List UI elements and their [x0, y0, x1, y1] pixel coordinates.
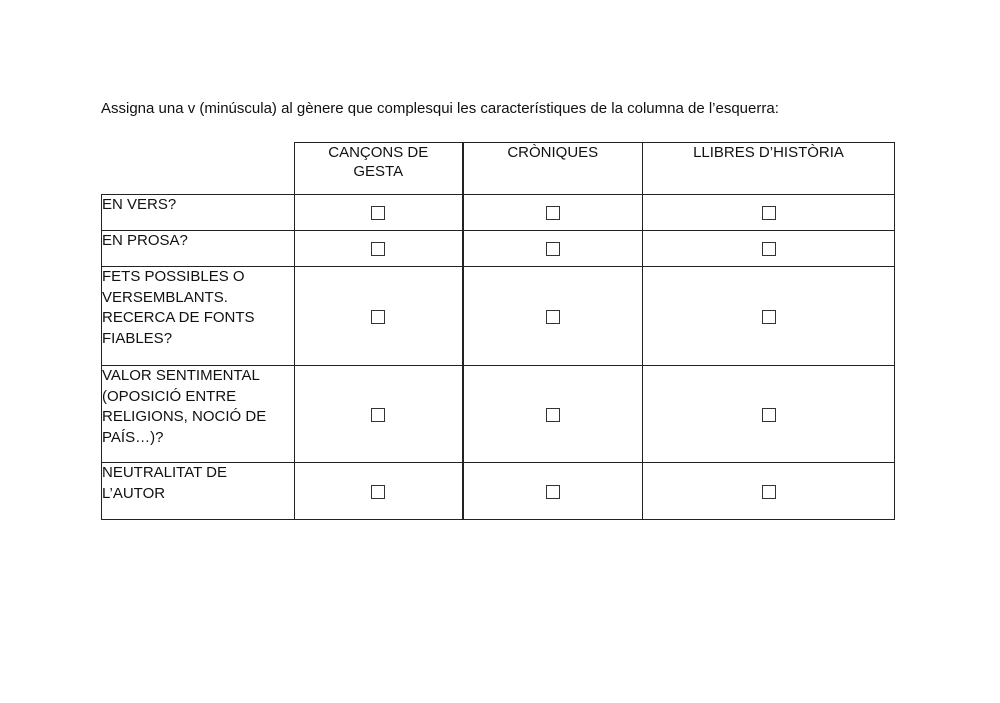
checkbox[interactable]: [762, 408, 776, 422]
checkbox[interactable]: [762, 485, 776, 499]
checkbox[interactable]: [371, 310, 385, 324]
checkbox[interactable]: [371, 408, 385, 422]
cell-neutralitat-cancons: [295, 463, 463, 520]
checkbox[interactable]: [546, 206, 560, 220]
column-header-line: CANÇONS DE: [328, 144, 429, 161]
row-label-line: PAÍS…)?: [102, 428, 164, 446]
cell-en-vers-llibres: [643, 195, 895, 231]
checkbox[interactable]: [371, 485, 385, 499]
cell-valor-sentimental-llibres: [643, 366, 895, 463]
cell-fets-possibles-cancons: [295, 267, 463, 366]
row-label-valor-sentimental: [102, 366, 295, 463]
checkbox[interactable]: [546, 408, 560, 422]
checkbox[interactable]: [762, 310, 776, 324]
row-label-neutralitat: [102, 463, 295, 520]
checkbox[interactable]: [371, 242, 385, 256]
checkbox[interactable]: [762, 206, 776, 220]
table-row: [102, 267, 895, 366]
row-label-fets-possibles: [102, 267, 295, 366]
cell-fets-possibles-llibres: [643, 267, 895, 366]
instruction-text: Assigna una v (minúscula) al gènere que complesqui les característiques de la columna de l’esquerra:: [101, 100, 779, 117]
cell-en-prosa-cancons: [295, 231, 463, 267]
checkbox[interactable]: [371, 206, 385, 220]
header-row: [102, 143, 895, 195]
row-label-line: EN VERS?: [102, 196, 177, 213]
checkbox[interactable]: [762, 242, 776, 256]
corner-cell: [102, 143, 295, 195]
row-label-line: VERSEMBLANTS.: [102, 288, 228, 306]
table-row: [102, 366, 895, 463]
cell-fets-possibles-croniques: [463, 267, 643, 366]
cell-en-prosa-croniques: [463, 231, 643, 267]
row-label-line: NEUTRALITAT DE: [102, 464, 228, 481]
row-label-line: (OPOSICIÓ ENTRE: [102, 387, 237, 405]
cell-valor-sentimental-croniques: [463, 366, 643, 463]
column-header-line: GESTA: [353, 163, 404, 180]
row-label-en-prosa: [102, 231, 295, 267]
cell-neutralitat-llibres: [643, 463, 895, 520]
cell-en-vers-croniques: [463, 195, 643, 231]
column-header-cancons-de-gesta: [295, 143, 463, 195]
row-label-line: RECERCA DE FONTS: [102, 309, 255, 326]
checkbox[interactable]: [546, 310, 560, 324]
column-header-line: CRÒNIQUES: [507, 144, 599, 161]
row-label-line: EN PROSA?: [102, 232, 188, 249]
genre-table: [101, 142, 895, 520]
table-row: [102, 463, 895, 520]
checkbox[interactable]: [546, 242, 560, 256]
table-row: [102, 231, 895, 267]
table-row: [102, 195, 895, 231]
cell-en-vers-cancons: [295, 195, 463, 231]
column-header-llibres-d-historia: [643, 143, 895, 195]
row-label-line: RELIGIONS, NOCIÓ DE: [102, 408, 267, 425]
column-header-line: LLIBRES D’HISTÒRIA: [693, 144, 844, 161]
checkbox[interactable]: [546, 485, 560, 499]
row-label-line: L’AUTOR: [102, 484, 166, 502]
cell-en-prosa-llibres: [643, 231, 895, 267]
row-label-line: FIABLES?: [102, 329, 173, 347]
cell-neutralitat-croniques: [463, 463, 643, 520]
row-label-line: FETS POSSIBLES O: [102, 268, 245, 285]
column-header-croniques: [463, 143, 643, 195]
row-label-en-vers: [102, 195, 295, 231]
row-label-line: VALOR SENTIMENTAL: [102, 367, 260, 384]
cell-valor-sentimental-cancons: [295, 366, 463, 463]
